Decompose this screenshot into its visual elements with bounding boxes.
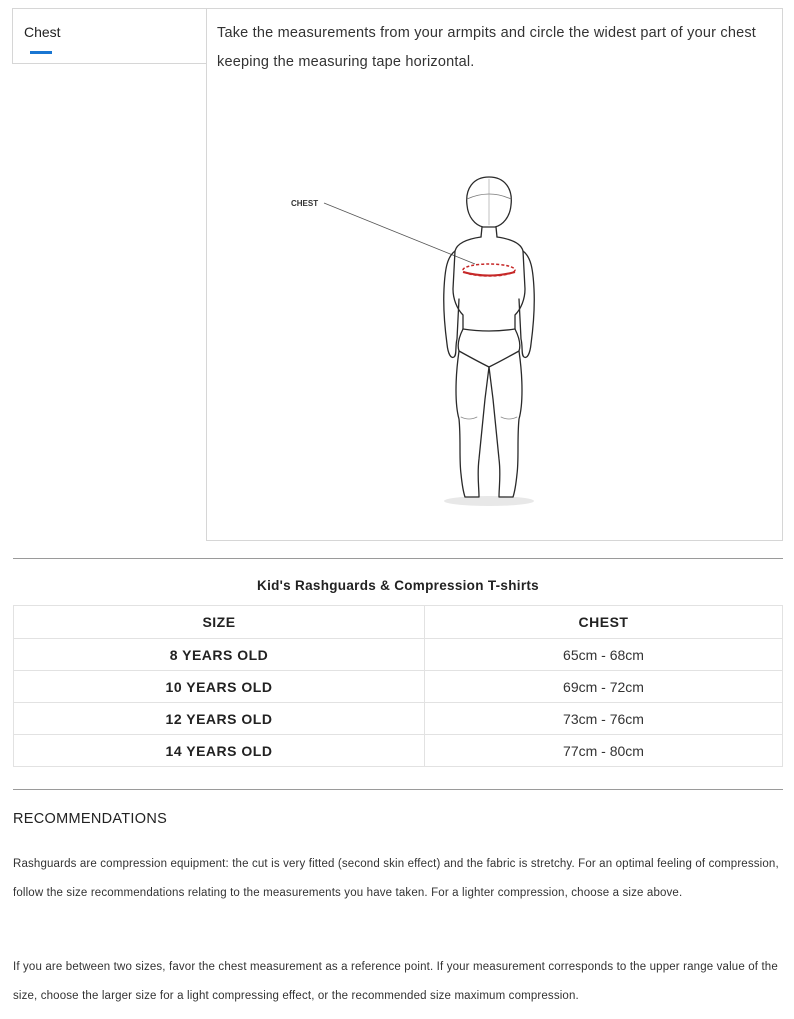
tab-chest[interactable]: [13, 9, 207, 63]
table-row: [14, 735, 783, 767]
recommendations-heading: RECOMMENDATIONS: [13, 811, 168, 827]
size-cell: 10 YEARS OLD: [14, 671, 425, 703]
recommendation-paragraph: Rashguards are compression equipment: the cut is very fitted (second skin effect) and the fabric is stretchy. For an optimal feeling of compression, follow the size recommendations relating to the measurements you have taken. For a lighter compression, choose a size above.: [13, 858, 779, 899]
column-header-size: SIZE: [14, 606, 425, 639]
size-cell: 12 YEARS OLD: [14, 703, 425, 735]
chest-pointer-line: [324, 203, 475, 264]
ground-shadow: [444, 496, 534, 506]
figure-chest-label: CHEST: [291, 199, 319, 208]
size-chart-table: [13, 605, 783, 767]
measurement-panel: [206, 8, 783, 541]
measurement-instruction: Take the measurements from your armpits and circle the widest part of your chest keeping the measuring tape horizontal.: [217, 25, 757, 70]
table-row: [14, 703, 783, 735]
size-table-title: Kid's Rashguards & Compression T-shirts: [257, 578, 539, 593]
section-divider: [13, 789, 783, 790]
tab-chest-label: Chest: [24, 24, 61, 40]
chest-cell: 77cm - 80cm: [425, 735, 783, 767]
tab-active-indicator: [30, 51, 52, 54]
chest-cell: 65cm - 68cm: [425, 639, 783, 671]
recommendation-paragraph: If you are between two sizes, favor the chest measurement as a reference point. If your measurement corresponds to the upper range value of the size, choose the larger size for a light compressing effect, or the recommended size maximum compression.: [13, 961, 778, 1002]
section-divider: [13, 558, 783, 559]
measurement-tabs: [12, 8, 207, 64]
chest-cell: 73cm - 76cm: [425, 703, 783, 735]
table-header-row: [14, 606, 783, 639]
body-outline: [444, 177, 535, 497]
kid-body-illustration: [287, 169, 587, 509]
column-header-chest: CHEST: [425, 606, 783, 639]
chest-cell: 69cm - 72cm: [425, 671, 783, 703]
size-cell: 8 YEARS OLD: [14, 639, 425, 671]
table-row: [14, 671, 783, 703]
table-row: [14, 639, 783, 671]
size-cell: 14 YEARS OLD: [14, 735, 425, 767]
